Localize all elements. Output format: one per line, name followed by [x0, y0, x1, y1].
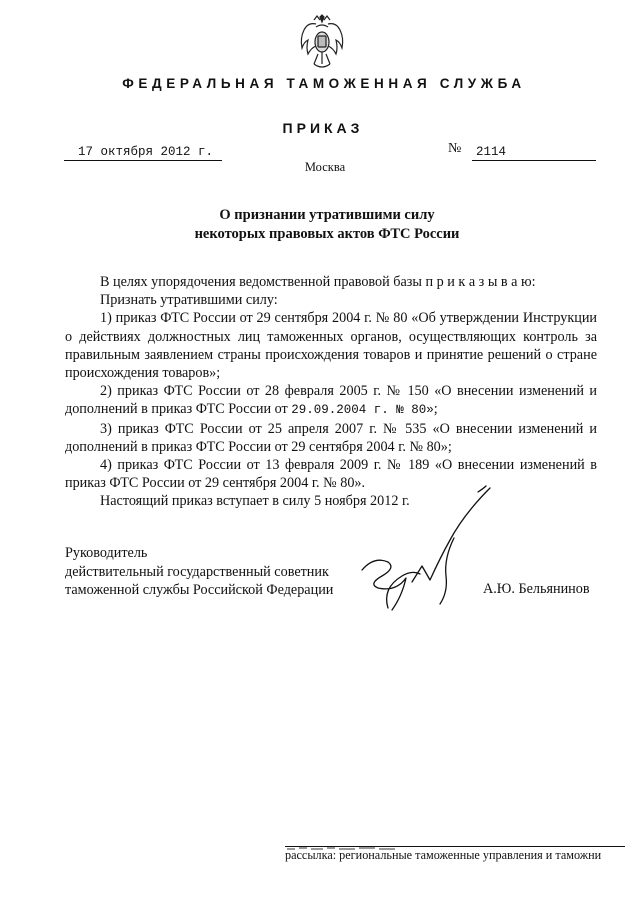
item-1: 1) приказ ФТС России от 29 сентября 2004 г. № 80 «Об утверждении Инструкции о действиях должностных лиц таможенных органов, осуществляющих контроль за правильным заявлением страны происхождения товаров и принятие решений о стране происхождения товаров»; [65, 310, 597, 382]
intro-paragraph: В целях упорядочения ведомственной правовой базы п р и к а з ы в а ю: [100, 274, 536, 290]
signatory-position [65, 544, 333, 600]
title-line-2: некоторых правовых актов ФТС России [194, 226, 460, 242]
number-sign: № [448, 141, 462, 156]
signer-name: А.Ю. Бельянинов [483, 581, 590, 597]
signature-scribble [358, 482, 498, 622]
distribution-list: рассылка: региональные таможенные управления и таможни [285, 846, 625, 863]
eagle-emblem-icon [296, 14, 348, 72]
document-city: Москва [304, 160, 346, 174]
document-body [65, 273, 597, 511]
item-2 [65, 382, 597, 419]
item-2-end: ; [433, 401, 438, 418]
document-date: 17 октября 2012 г. [64, 144, 222, 161]
document-type: ПРИКАЗ [282, 120, 364, 136]
effective-date-paragraph: Настоящий приказ вступает в силу 5 ноября 2012 г. [100, 493, 410, 510]
item-4: 4) приказ ФТС России от 13 февраля 2009 г. № 189 «О внесении изменений в приказ ФТС России от 29 сентября 2004 г. № 80». [65, 457, 597, 492]
position-line-2: действительный государственный советник [65, 563, 329, 580]
position-line-3: таможенной службы Российской Федерации [65, 582, 334, 599]
item-3: 3) приказ ФТС России от 25 апреля 2007 г. № 535 «О внесении изменений и дополнений в приказ ФТС России от 29 сентября 2004 г. № 80»; [65, 420, 597, 455]
declare-paragraph: Признать утратившими силу: [100, 292, 278, 309]
coat-of-arms-icon [296, 14, 348, 72]
document-number: 2114 [472, 144, 596, 161]
title-line-1: О признании утратившими силу [219, 207, 435, 223]
handwritten-signature-icon [358, 482, 498, 622]
agency-name: ФЕДЕРАЛЬНАЯ ТАМОЖЕННАЯ СЛУЖБА [122, 76, 526, 91]
position-line-1: Руководитель [65, 545, 148, 561]
document-title [0, 206, 640, 244]
item-2-text: 2) приказ ФТС России от 28 февраля 2005 г. № 150 «О внесении изменений и дополнений в приказ ФТС России от [65, 383, 597, 418]
item-2-typed-insert: 29.09.2004 г. № 80» [291, 403, 434, 418]
